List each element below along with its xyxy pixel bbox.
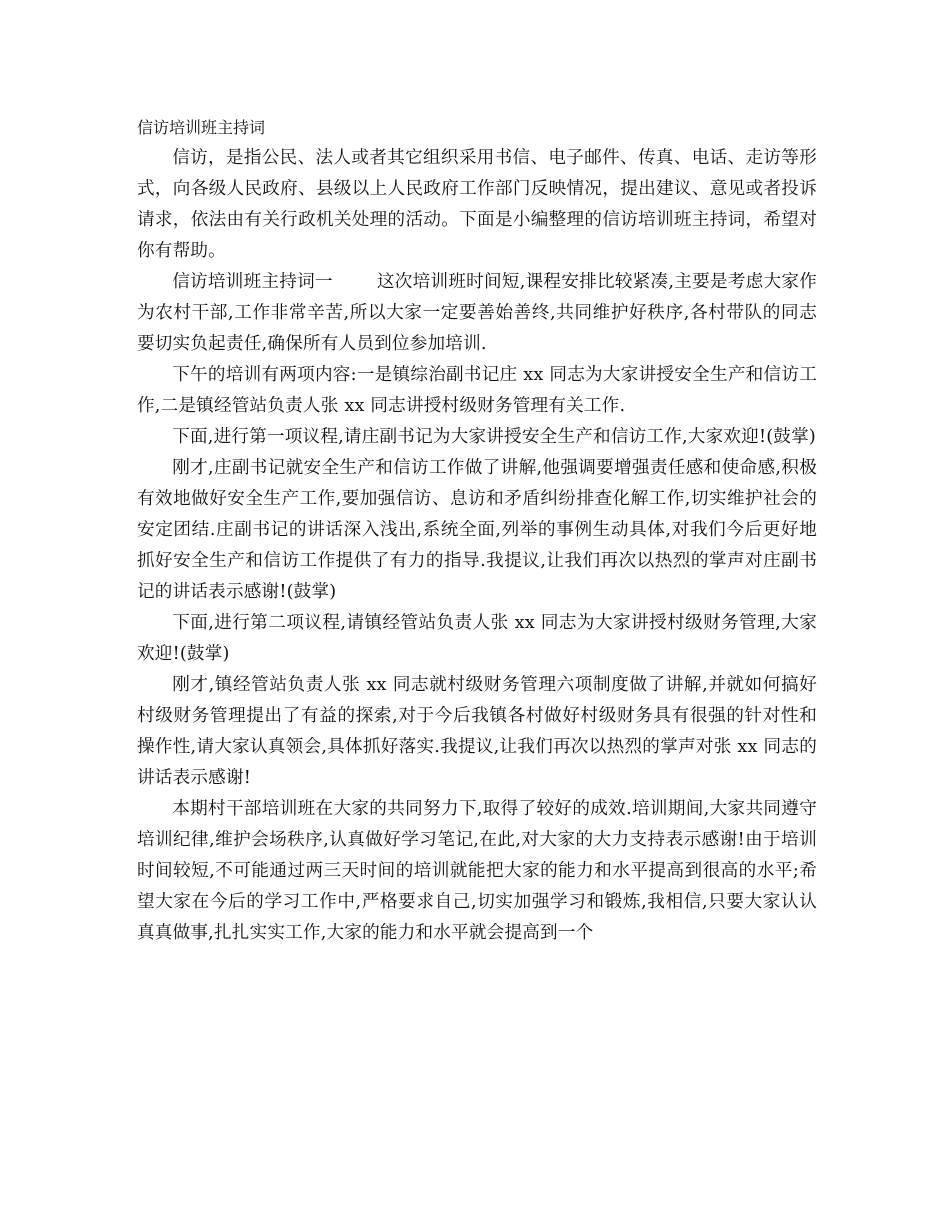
body-paragraph: 下午的培训有两项内容:一是镇综治副书记庄 xx 同志为大家讲授安全生产和信访工作,二是镇经管站负责人张 xx 同志讲授村级财务管理有关工作. — [137, 365, 817, 416]
body-paragraph: 下面,进行第二项议程,请镇经管站负责人张 xx 同志为大家讲授村级财务管理,大家欢迎!(鼓掌) — [137, 613, 817, 664]
document-page — [137, 113, 817, 949]
document-title: 信访培训班主持词 — [137, 118, 266, 137]
body-paragraph: 本期村干部培训班在大家的共同努力下,取得了较好的成效.培训期间,大家共同遵守培训纪律,维护会场秩序,认真做好学习笔记,在此,对大家的大力支持表示感谢!由于培训时间较短,不可能通过两三天时间的培训就能把大家的能力和水平提高到很高的水平;希望大家在今后的学习工作中,严格要求自己,切实加强学习和锻炼,我相信,只要大家认认真真做事,扎扎实实工作,大家的能力和水平就会提高到一个 — [137, 799, 817, 943]
intro-paragraph: 信访，是指公民、法人或者其它组织采用书信、电子邮件、传真、电话、走访等形式，向各级人民政府、县级以上人民政府工作部门反映情况，提出建议、意见或者投诉请求，依法由有关行政机关处理的活动。下面是小编整理的信访培训班主持词，希望对你有帮助。 — [137, 148, 817, 261]
section-heading: 信访培训班主持词一 — [172, 272, 333, 292]
body-paragraph: 下面,进行第一项议程,请庄副书记为大家讲授安全生产和信访工作,大家欢迎!(鼓掌) — [172, 427, 816, 447]
section-first-text: 这次培训班时间短,课程安排比较紧凑,主要是考虑大家作为农村干部,工作非常辛苦,所以大家一定要善始善终,共同维护好秩序,各村带队的同志要切实负起责任,确保所有人员到位参加培训. — [137, 272, 817, 354]
section-paragraph — [137, 267, 817, 360]
body-paragraph: 刚才,庄副书记就安全生产和信访工作做了讲解,他强调要增强责任感和使命感,积极有效地做好安全生产工作,要加强信访、息访和矛盾纠纷排查化解工作,切实维护社会的安定团结.庄副书记的讲话深入浅出,系统全面,列举的事例生动具体,对我们今后更好地抓好安全生产和信访工作提供了有力的指导.我提议,让我们再次以热烈的掌声对庄副书记的讲话表示感谢!(鼓掌) — [137, 458, 817, 602]
body-paragraph: 刚才,镇经管站负责人张 xx 同志就村级财务管理六项制度做了讲解,并就如何搞好村级财务管理提出了有益的探索,对于今后我镇各村做好村级财务具有很强的针对性和操作性,请大家认真领会,具体抓好落实.我提议,让我们再次以热烈的掌声对张 xx 同志的讲话表示感谢! — [137, 675, 817, 788]
